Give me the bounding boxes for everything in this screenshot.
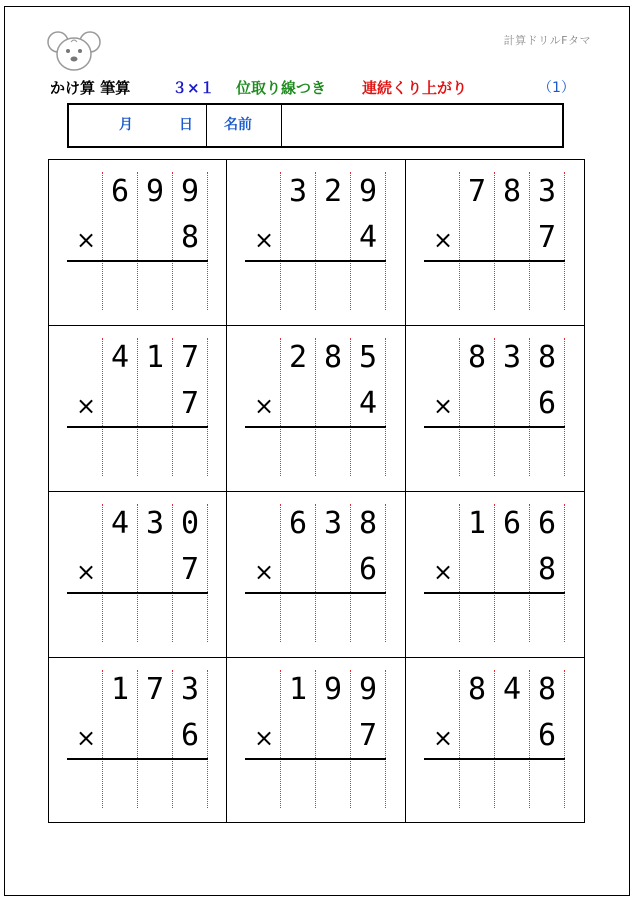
multiply-sign: × (432, 392, 454, 420)
multiplier-digit: 6 (180, 718, 200, 753)
multiplicand-digit: 6 (110, 174, 130, 209)
answer-line (424, 426, 565, 428)
multiplicand-digit: 2 (323, 174, 343, 209)
problem-cell (406, 492, 584, 657)
multiplier-digit: 4 (358, 220, 378, 255)
name-date-table (67, 103, 564, 148)
multiplicand-digit: 1 (467, 506, 487, 541)
place-value-guide-line (207, 172, 208, 310)
multiplicand-digit: 8 (537, 340, 557, 375)
multiply-sign: × (75, 724, 97, 752)
multiplicand-digit: 3 (180, 672, 200, 707)
answer-line (67, 758, 208, 760)
multiplicand-digit: 8 (323, 340, 343, 375)
answer-line (245, 758, 386, 760)
answer-line (67, 426, 208, 428)
multiplicand-digit: 8 (502, 174, 522, 209)
problem-cell (406, 326, 584, 491)
multiplier-digit: 8 (537, 552, 557, 587)
multiplier-digit: 7 (358, 718, 378, 753)
problem-cell (406, 160, 584, 325)
table-divider (206, 105, 207, 146)
problem-grid (48, 159, 585, 823)
place-value-guide-line (564, 172, 565, 310)
title-part-operation: かけ算 筆算 (50, 79, 131, 97)
multiplicand-digit: 9 (358, 174, 378, 209)
worksheet-title (50, 77, 590, 99)
title-part-guides: 位取り線つき (236, 79, 327, 97)
multiplicand-digit: 1 (110, 672, 130, 707)
place-value-guide-line (385, 172, 386, 310)
title-part-format: ３×１ (172, 79, 215, 97)
brand-label: 計算ドリルFタマ (503, 34, 591, 47)
name-field[interactable] (291, 105, 561, 146)
place-value-guide-line (564, 504, 565, 642)
multiplicand-digit: 8 (537, 672, 557, 707)
multiplier-digit: 6 (537, 718, 557, 753)
multiplicand-digit: 3 (323, 506, 343, 541)
place-value-guide-line (385, 338, 386, 476)
multiply-sign: × (432, 724, 454, 752)
answer-line (67, 260, 208, 262)
answer-line (245, 260, 386, 262)
problem-cell (227, 658, 405, 823)
multiply-sign: × (75, 392, 97, 420)
answer-line (424, 592, 565, 594)
multiplicand-digit: 4 (502, 672, 522, 707)
multiply-sign: × (75, 558, 97, 586)
multiply-sign: × (253, 558, 275, 586)
multiplicand-digit: 4 (110, 340, 130, 375)
answer-line (424, 260, 565, 262)
place-value-guide-line (385, 670, 386, 808)
day-label: 日 (179, 117, 193, 133)
multiplier-digit: 6 (537, 386, 557, 421)
multiplicand-digit: 9 (323, 672, 343, 707)
multiply-sign: × (432, 558, 454, 586)
multiplier-digit: 4 (358, 386, 378, 421)
problem-cell (49, 492, 227, 657)
multiplicand-digit: 2 (288, 340, 308, 375)
title-part-carry: 連続くり上がり (362, 79, 468, 97)
multiplier-digit: 7 (180, 552, 200, 587)
multiplicand-digit: 6 (502, 506, 522, 541)
mouse-face-icon (46, 28, 102, 74)
table-divider (281, 105, 282, 146)
multiply-sign: × (253, 392, 275, 420)
name-label: 名前 (224, 117, 252, 133)
page-number: （1） (538, 80, 575, 96)
multiply-sign: × (253, 226, 275, 254)
multiply-sign: × (75, 226, 97, 254)
multiply-sign: × (432, 226, 454, 254)
multiplicand-digit: 1 (145, 340, 165, 375)
multiplicand-digit: 1 (288, 672, 308, 707)
multiplier-digit: 7 (180, 386, 200, 421)
multiplicand-digit: 9 (180, 174, 200, 209)
answer-line (245, 426, 386, 428)
multiplicand-digit: 3 (502, 340, 522, 375)
place-value-guide-line (564, 670, 565, 808)
multiply-sign: × (253, 724, 275, 752)
multiplicand-digit: 8 (358, 506, 378, 541)
multiplicand-digit: 4 (110, 506, 130, 541)
multiplier-digit: 7 (537, 220, 557, 255)
problem-cell (49, 326, 227, 491)
problem-cell (49, 658, 227, 823)
place-value-guide-line (207, 504, 208, 642)
multiplicand-digit: 8 (467, 340, 487, 375)
place-value-guide-line (207, 338, 208, 476)
multiplicand-digit: 9 (358, 672, 378, 707)
month-label: 月 (119, 117, 133, 133)
problem-cell (406, 658, 584, 823)
multiplicand-digit: 3 (537, 174, 557, 209)
problem-cell (227, 160, 405, 325)
problem-cell (227, 492, 405, 657)
problem-cell (227, 326, 405, 491)
multiplicand-digit: 3 (288, 174, 308, 209)
answer-line (424, 758, 565, 760)
problem-cell (49, 160, 227, 325)
multiplicand-digit: 7 (180, 340, 200, 375)
answer-line (245, 592, 386, 594)
place-value-guide-line (207, 670, 208, 808)
place-value-guide-line (564, 338, 565, 476)
multiplicand-digit: 3 (145, 506, 165, 541)
multiplier-digit: 6 (358, 552, 378, 587)
multiplicand-digit: 8 (467, 672, 487, 707)
multiplicand-digit: 0 (180, 506, 200, 541)
multiplicand-digit: 7 (145, 672, 165, 707)
multiplicand-digit: 7 (467, 174, 487, 209)
multiplicand-digit: 6 (288, 506, 308, 541)
multiplier-digit: 8 (180, 220, 200, 255)
multiplicand-digit: 9 (145, 174, 165, 209)
multiplicand-digit: 5 (358, 340, 378, 375)
answer-line (67, 592, 208, 594)
place-value-guide-line (385, 504, 386, 642)
multiplicand-digit: 6 (537, 506, 557, 541)
